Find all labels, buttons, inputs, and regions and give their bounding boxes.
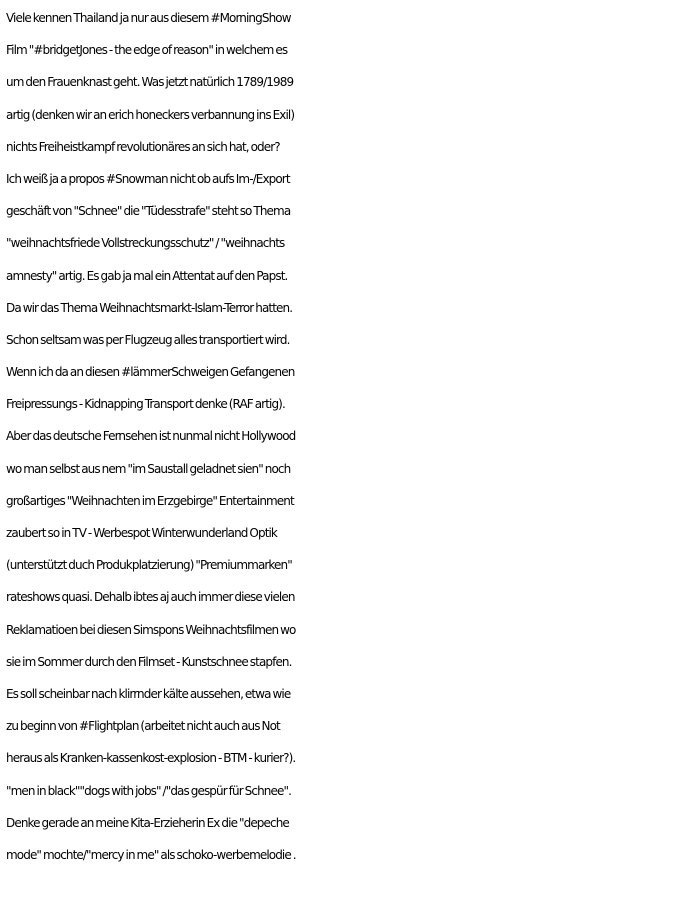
text-line: großartiges "Weihnachten im Erzgebirge" Entertainment	[6, 493, 294, 508]
text-line: amnesty" artig. Es gab ja mal ein Attentat auf den Papst.	[6, 268, 288, 283]
text-line: zaubert so in TV - Werbespot Winterwunderland Optik	[6, 526, 277, 540]
text-line: "men in black""dogs with jobs" /"das gespür für Schnee".	[6, 783, 291, 798]
text-line: Freipressungs - Kidnapping Transport denke (RAF artig).	[6, 397, 285, 412]
text-line: Da wir das Thema Weihnachtsmarkt-Islam-Terror hatten.	[6, 300, 293, 315]
text-line: Ich weiß ja a propos #Snowman nicht ob aufs Im-/Export	[6, 171, 290, 186]
text-line: Wenn ich da an diesen #lämmerSchweigen Gefangenen	[6, 365, 295, 380]
text-line: sie im Sommer durch den Filmset - Kunstschnee stapfen.	[6, 654, 292, 669]
text-line: rateshows quasi. Dehalb ibtes aj auch immer diese vielen	[6, 590, 295, 605]
document-text-block	[6, 2, 682, 871]
text-line: Aber das deutsche Fernsehen ist nunmal nicht Hollywood	[6, 429, 296, 444]
text-line: Film "#bridgetJones - the edge of reason" in welchem es	[6, 43, 288, 58]
text-line: "weihnachtsfriede Vollstreckungsschutz" / "weihnachts	[6, 236, 285, 251]
text-line: Viele kennen Thailand ja nur aus diesem #MorningShow	[6, 11, 291, 25]
text-line: mode" mochte/"mercy in me" als schoko-werbemelodie .	[6, 847, 296, 862]
text-line: wo man selbst aus nem "im Saustall geladnet sien" noch	[6, 461, 291, 476]
text-line: zu beginn von #Flightplan (arbeitet nicht auch aus Not	[6, 719, 280, 734]
text-line: nichts Freiheistkampf revolutionäres an sich hat, oder?	[6, 139, 280, 154]
text-line: (unterstützt duch Produkplatzierung) "Premiummarken"	[6, 558, 292, 573]
text-line: heraus als Kranken-kassenkost-explosion - BTM - kurier?).	[6, 751, 296, 766]
text-line: artig (denken wir an erich honeckers verbannung ins Exil)	[6, 107, 295, 122]
text-line: Schon seltsam was per Flugzeug alles transportiert wird.	[6, 332, 290, 347]
text-line: um den Frauenknast geht. Was jetzt natürlich 1789/1989	[6, 75, 294, 90]
text-line: Denke gerade an meine Kita-Erzieherin Ex die "depeche	[6, 815, 289, 830]
text-line: geschäft von "Schnee" die "Tüdesstrafe" steht so Thema	[6, 204, 291, 219]
text-line: Es soll scheinbar nach klirrnder kälte aussehen, etwa wie	[6, 686, 291, 701]
text-line: Reklamatioen bei diesen Simspons Weihnachtsfilmen wo	[6, 622, 296, 637]
